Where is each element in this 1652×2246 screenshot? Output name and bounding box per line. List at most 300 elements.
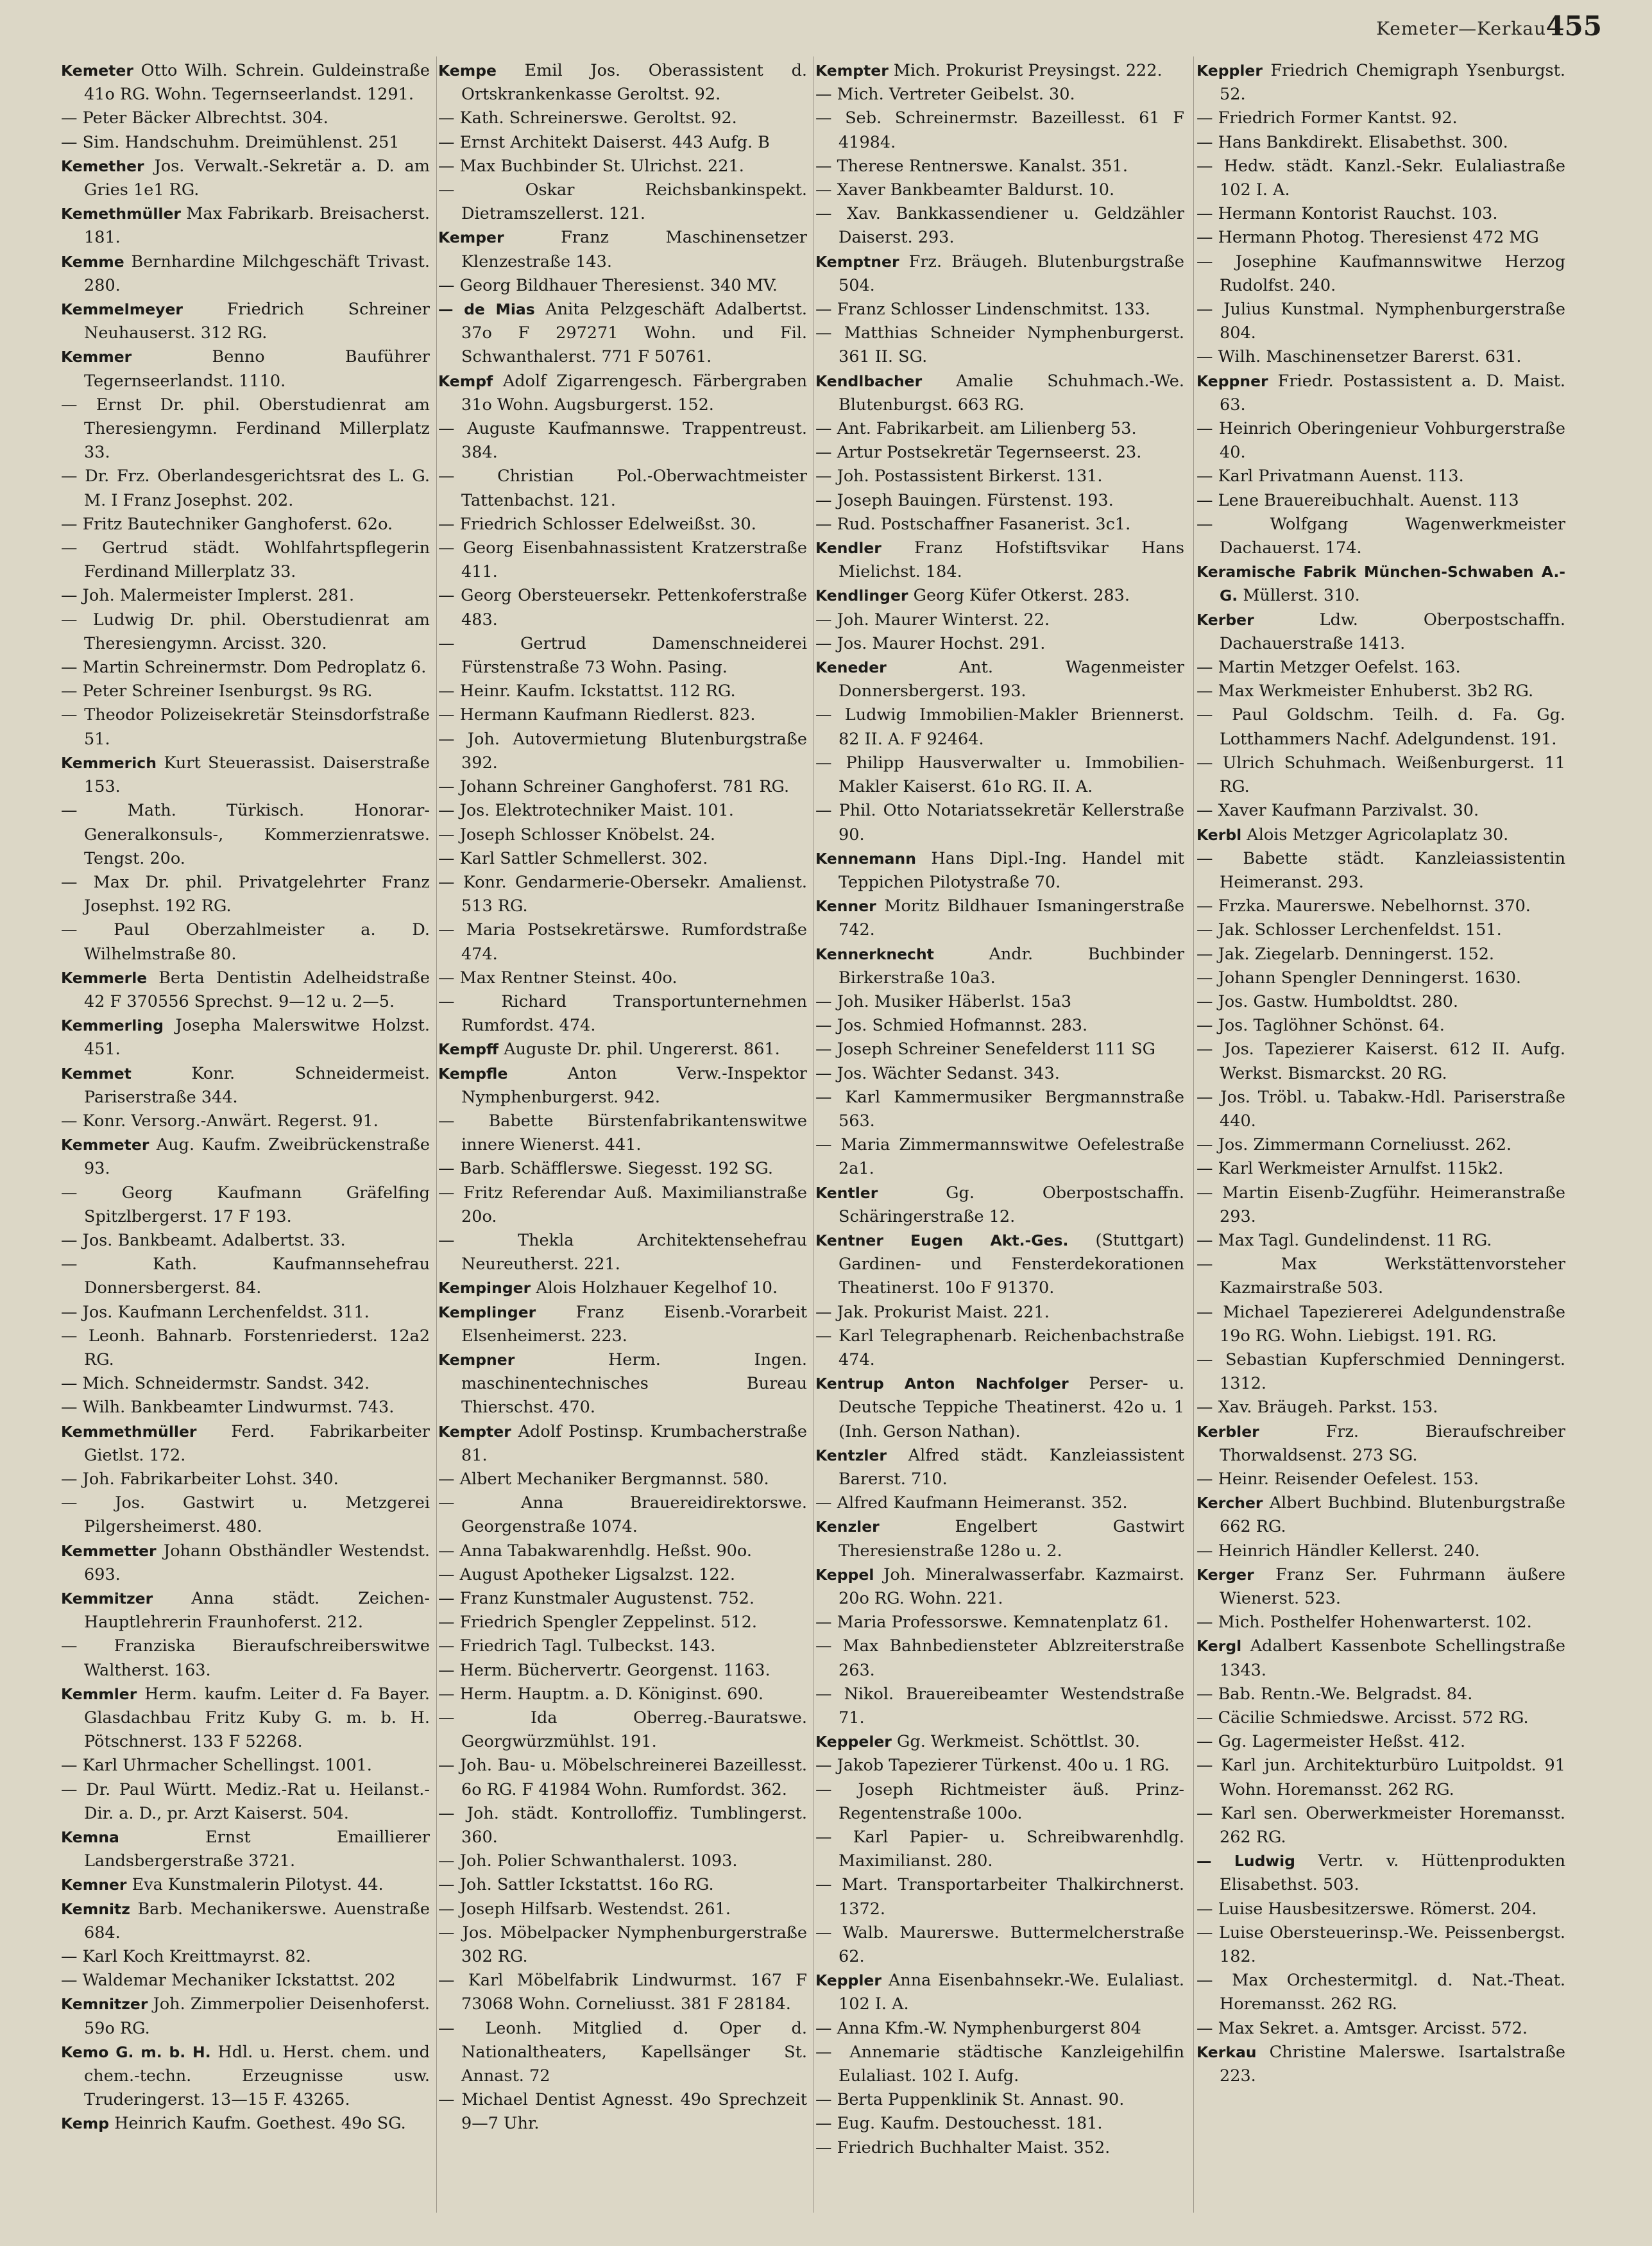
directory-entry	[61, 703, 430, 751]
entry-text: Vertr. v. Hüttenprodukten Elisabethst. 503.	[1220, 1851, 1565, 1895]
entry-text: — Jos. Wächter Sedanst. 343.	[815, 1063, 1060, 1083]
directory-entry	[1196, 1969, 1565, 2016]
entry-text: — Mich. Posthelfer Hohenwarterst. 102.	[1196, 1613, 1532, 1633]
entry-surname: Kemmerling	[61, 1016, 164, 1035]
entry-surname: Kempinger	[438, 1279, 531, 1298]
entry-text: — Heinrich Oberingenieur Vohburgerstraße 40.	[1196, 419, 1565, 463]
entry-text: — Thekla Architektensehefrau Neureutherst. 221.	[438, 1230, 807, 1274]
entry-text: Ferd. Fabrikarbeiter Gietlst. 172.	[84, 1421, 430, 1465]
entry-text: — Dr. Frz. Oberlandesgerichtsrat des L. G. M. I Franz Josephst. 202.	[61, 467, 430, 510]
entry-text: — Philipp Hausverwalter u. Immobilien-Makler Kaiserst. 61o RG. II. A.	[815, 753, 1184, 797]
entry-text: — Max Bahnbediensteter Ablzreiterstraße 263.	[815, 1636, 1184, 1680]
entry-text: Anna städt. Zeichen-Hauptlehrerin Fraunhoferst. 212.	[84, 1589, 430, 1633]
entry-text: — Ernst Dr. phil. Oberstudienrat am Theresiengymn. Ferdinand Millerplatz 33.	[61, 395, 430, 463]
entry-surname: Kemmethmüller	[61, 1422, 197, 1441]
entry-text: Joh. Mineralwasserfabr. Kazmairst. 20o RG. Wohn. 221.	[839, 1564, 1184, 1608]
entry-text: — Maria Zimmermannswitwe Oefelestraße 2a1.	[815, 1135, 1184, 1179]
entry-text: — Xaver Bankbeamter Baldurst. 10.	[815, 180, 1115, 200]
entry-text: Georg Küfer Otkerst. 283.	[908, 586, 1130, 606]
entry-text: — Jos. Tapezierer Kaiserst. 612 II. Aufg. Werkst. Bismarckst. 20 RG.	[1196, 1040, 1565, 1083]
directory-entry	[438, 1157, 807, 1181]
entry-text: — Julius Kunstmal. Nymphenburgerstraße 804.	[1196, 300, 1565, 343]
directory-entry	[438, 847, 807, 871]
directory-entry	[438, 1611, 807, 1634]
entry-text: Alois Metzger Agricolaplatz 30.	[1241, 825, 1509, 844]
entry-text: — Jos. Elektrotechniker Maist. 101.	[438, 801, 734, 821]
entry-surname: Kemo G. m. b. H.	[61, 2043, 211, 2061]
directory-entry	[438, 1110, 807, 1157]
directory-entry	[438, 1969, 807, 2016]
entry-text: — Joh. Sattler Ickstattst. 16o RG.	[438, 1875, 714, 1895]
directory-entry	[815, 1133, 1184, 1181]
entry-text: — Ludwig Immobilien-Makler Briennerst. 82 II. A. F 92464.	[815, 705, 1184, 749]
entry-text: — Friedrich Tagl. Tulbeckst. 143.	[438, 1636, 716, 1656]
entry-text: — Martin Metzger Oefelst. 163.	[1196, 658, 1461, 678]
directory-entry	[61, 393, 430, 465]
directory-entry	[61, 1014, 430, 1061]
directory-entry	[1196, 1730, 1565, 1754]
entry-surname: Kenner	[815, 897, 876, 916]
directory-entry	[61, 871, 430, 918]
directory-entry	[438, 107, 807, 130]
directory-entry	[438, 465, 807, 512]
entry-text: Franz Ser. Fuhrmann äußere Wienerst. 523.	[1220, 1564, 1565, 1608]
entry-text: — Barb. Schäfflerswe. Siegesst. 192 SG.	[438, 1159, 773, 1179]
directory-entry	[1196, 799, 1565, 823]
directory-entry	[61, 1062, 430, 1110]
directory-entry	[61, 1420, 430, 1468]
directory-entry	[438, 513, 807, 536]
entry-text: Konr. Schneidermeist. Pariserstraße 344.	[84, 1063, 430, 1107]
directory-entry	[1196, 1468, 1565, 1491]
entry-text: Joh. Zimmerpolier Deisenhoferst. 59o RG.	[84, 1994, 430, 2038]
directory-entry	[815, 250, 1184, 298]
entry-text: — Babette Bürstenfabrikantenswitwe innere Wienerst. 441.	[438, 1111, 807, 1155]
entry-surname: Kemmerich	[61, 753, 157, 772]
entry-text: Otto Wilh. Schrein. Guldeinstraße 41o RG. Wohn. Tegernseerlandst. 1291.	[84, 61, 430, 105]
entry-text: — Jos. Möbelpacker Nymphenburgerstraße 302 RG.	[438, 1923, 807, 1967]
entry-text: — Auguste Kaufmannswe. Trappentreust. 384.	[438, 419, 807, 463]
entry-text: — Jos. Kaufmann Lerchenfeldst. 311.	[61, 1302, 370, 1322]
directory-entry	[438, 298, 807, 370]
column-3	[815, 59, 1184, 2215]
entry-text: — Walb. Maurerswe. Buttermelcherstraße 62.	[815, 1923, 1184, 1967]
entry-surname: Kemme	[61, 252, 124, 271]
entry-text: Herm. kaufm. Leiter d. Fa Bayer. Glasdachbau Fritz Kuby G. m. b. H. Pötschnerst. 133 F 52268.	[84, 1684, 430, 1752]
directory-entry	[815, 2112, 1184, 2136]
entry-text: (Stuttgart) Gardinen- und Fensterdekorationen Theatinerst. 10o F 91370.	[839, 1230, 1184, 1298]
entry-text: — Max Dr. phil. Privatgelehrter Franz Josephst. 192 RG.	[61, 872, 430, 916]
entry-text: — Ernst Architekt Daiserst. 443 Aufg. B	[438, 132, 770, 152]
entry-surname: Kercher	[1196, 1494, 1263, 1513]
directory-entry	[438, 274, 807, 298]
directory-entry	[438, 1802, 807, 1849]
entry-text: — Jak. Schlosser Lerchenfeldst. 151.	[1196, 920, 1502, 940]
entry-text: Bernhardine Milchgeschäft Trivast. 280.	[84, 252, 430, 295]
entry-text: Alois Holzhauer Kegelhof 10.	[531, 1278, 778, 1298]
entry-text: — Albert Mechaniker Bergmannst. 580.	[438, 1469, 769, 1489]
directory-entry	[1196, 1898, 1565, 1921]
directory-entry	[61, 1229, 430, 1253]
entry-surname: Kentrup Anton Nachfolger	[815, 1375, 1069, 1393]
entry-text: Adolf Zigarrengesch. Färbergraben 31o Wohn. Augsburgerst. 152.	[461, 371, 807, 415]
directory-entry	[438, 728, 807, 775]
entry-surname: Kerbler	[1196, 1422, 1259, 1441]
entry-text: — Luise Obersteuerinsp.-We. Peissenbergst. 182.	[1196, 1923, 1565, 1967]
directory-entry	[815, 83, 1184, 107]
entry-text: Amalie Schuhmach.-We. Blutenburgst. 663 RG.	[839, 371, 1184, 415]
entry-surname: Kerger	[1196, 1565, 1254, 1584]
entry-text: — Sebastian Kupferschmied Denningerst. 1312.	[1196, 1350, 1565, 1394]
entry-text: Johann Obsthändler Westendst. 693.	[84, 1541, 430, 1584]
directory-entry	[1196, 1420, 1565, 1468]
directory-entry	[1196, 59, 1565, 107]
directory-entry	[1196, 1849, 1565, 1897]
directory-entry	[815, 1229, 1184, 1301]
entry-text: — Karl Papier- u. Schreibwarenhdlg. Maximilianst. 280.	[815, 1828, 1184, 1871]
directory-entry	[61, 1945, 430, 1969]
directory-entry	[815, 751, 1184, 799]
entry-text: Gg. Oberpostschaffn. Schäringerstraße 12.	[839, 1183, 1184, 1226]
page-header	[0, 8, 1652, 46]
entry-surname: Kempner	[438, 1350, 515, 1369]
entry-surname: — Ludwig	[1196, 1852, 1295, 1871]
entry-text: Frz. Bräugeh. Blutenburgstraße 504.	[839, 252, 1184, 295]
directory-entry	[61, 1634, 430, 1682]
directory-entry	[1196, 1634, 1565, 1682]
directory-entry	[1196, 1706, 1565, 1730]
entry-text: Adolf Postinsp. Krumbacherstraße 81.	[461, 1421, 807, 1465]
entry-text: — Maria Postsekretärswe. Rumfordstraße 474.	[438, 920, 807, 964]
entry-text: Ldw. Oberpostschaffn. Dachauerstraße 1413.	[1220, 610, 1565, 653]
entry-text: — Anna Kfm.-W. Nymphenburgerst 804	[815, 2018, 1141, 2038]
entry-text: — Hermann Kontorist Rauchst. 103.	[1196, 204, 1498, 224]
entry-text: — Wilh. Bankbeamter Lindwurmst. 743.	[61, 1398, 395, 1418]
directory-entry	[438, 1301, 807, 1348]
entry-text: — Leonh. Bahnarb. Forstenriederst. 12a2 RG.	[61, 1326, 430, 1369]
directory-entry	[1196, 226, 1565, 250]
directory-entry	[1196, 1491, 1565, 1539]
entry-surname: Keppler	[815, 1971, 881, 1990]
directory-entry	[438, 1062, 807, 1110]
directory-entry	[61, 608, 430, 656]
directory-entry	[438, 1634, 807, 1658]
entry-text: — Jos. Gastwirt u. Metzgerei Pilgersheimerst. 480.	[61, 1493, 430, 1537]
entry-text: — Jos. Gastw. Humboldtst. 280.	[1196, 991, 1458, 1011]
directory-entry	[1196, 943, 1565, 966]
directory-entry	[61, 250, 430, 298]
entry-text: Emil Jos. Oberassistent d. Ortskrankenkasse Geroltst. 92.	[461, 61, 807, 105]
directory-entry	[61, 1181, 430, 1229]
entry-text: — Mart. Transportarbeiter Thalkirchnerst. 1372.	[815, 1875, 1184, 1919]
directory-entry	[438, 155, 807, 178]
entry-text: — Jos. Zimmermann Corneliusst. 262.	[1196, 1135, 1512, 1155]
directory-entry	[1196, 298, 1565, 345]
entry-text: — Johann Schreiner Ganghoferst. 781 RG.	[438, 777, 790, 797]
entry-text: — Heinr. Kaufm. Ickstattst. 112 RG.	[438, 682, 736, 701]
entry-text: — Sim. Handschuhm. Dreimühlenst. 251	[61, 132, 400, 152]
directory-entry	[815, 895, 1184, 942]
directory-entry	[815, 943, 1184, 990]
entry-text: Herm. Ingen. maschinentechnisches Bureau Thierschst. 470.	[461, 1350, 807, 1418]
entry-text: Ant. Wagenmeister Donnersbergerst. 193.	[839, 658, 1184, 701]
entry-text: — Ludwig Dr. phil. Oberstudienrat am Theresiengymn. Arcisst. 320.	[61, 610, 430, 653]
directory-entry	[815, 1038, 1184, 1061]
directory-entry	[815, 1754, 1184, 1778]
directory-entry	[61, 799, 430, 871]
entry-text: Franz Eisenb.-Vorarbeit Elsenheimerst. 223.	[461, 1302, 807, 1346]
directory-entry	[1196, 131, 1565, 155]
entry-surname: Kentner Eugen Akt.-Ges.	[815, 1231, 1069, 1249]
directory-entry	[1196, 823, 1565, 847]
entry-surname: Kendlinger	[815, 587, 908, 605]
directory-entry	[815, 2136, 1184, 2160]
directory-entry	[438, 417, 807, 465]
entry-text: Barb. Mechanikerswe. Auenstraße 684.	[84, 1899, 430, 1942]
directory-entry	[438, 1276, 807, 1300]
entry-text: — Franz Schlosser Lindenschmitst. 133.	[815, 300, 1150, 320]
entry-surname: Kemptner	[815, 252, 899, 271]
directory-entry	[815, 1634, 1184, 1682]
directory-entry	[1196, 1301, 1565, 1348]
directory-entry	[815, 990, 1184, 1014]
entry-text: — Georg Eisenbahnassistent Kratzerstraße 411.	[438, 538, 807, 582]
directory-entry	[61, 2041, 430, 2113]
entry-text: Christine Malerswe. Isartalstraße 223.	[1220, 2042, 1565, 2086]
directory-entry	[438, 703, 807, 727]
entry-text: — Heinrich Händler Kellerst. 240.	[1196, 1541, 1480, 1561]
directory-entry	[438, 966, 807, 990]
entry-text: — Jak. Prokurist Maist. 221.	[815, 1302, 1050, 1322]
directory-entry	[1196, 847, 1565, 895]
entry-text: — Franziska Bieraufschreiberswitwe Waltherst. 163.	[61, 1636, 430, 1680]
directory-entry	[61, 1491, 430, 1539]
entry-text: — Georg Obersteuersekr. Pettenkoferstraße 483.	[438, 586, 807, 630]
entry-text: Alfred städt. Kanzleiassistent Barerst. 710.	[839, 1445, 1184, 1489]
entry-text: — Jos. Maurer Hochst. 291.	[815, 633, 1046, 653]
entry-text: — Hermann Photog. Theresienst 472 MG	[1196, 228, 1539, 248]
entry-text: Franz Maschinensetzer Klenzestraße 143.	[461, 228, 807, 271]
entry-text: Franz Hofstiftsvikar Hans Mielichst. 184.	[839, 538, 1184, 582]
directory-entry	[815, 441, 1184, 465]
entry-text: — Johann Spengler Denningerst. 1630.	[1196, 968, 1522, 988]
directory-entry	[438, 1706, 807, 1754]
directory-entry	[61, 155, 430, 202]
directory-entry	[438, 1683, 807, 1706]
entry-text: — Babette städt. Kanzleiassistentin Heimeranst. 293.	[1196, 848, 1565, 892]
entry-text: Anton Verw.-Inspektor Nymphenburgerst. 942.	[461, 1063, 807, 1107]
directory-entry	[815, 536, 1184, 584]
directory-entry	[61, 2112, 430, 2136]
entry-surname: Kennerknecht	[815, 945, 934, 963]
directory-entry	[438, 632, 807, 680]
entry-surname: Kempf	[438, 372, 493, 390]
directory-entry	[1196, 1921, 1565, 1969]
entry-text: — Franz Kunstmaler Augustenst. 752.	[438, 1589, 755, 1608]
entry-text: — Frzka. Maurerswe. Nebelhornst. 370.	[1196, 896, 1531, 916]
directory-entry	[438, 680, 807, 703]
entry-text: Heinrich Kaufm. Goethest. 49o SG.	[109, 2114, 406, 2134]
entry-text: — Karl Kammermusiker Bergmannstraße 563.	[815, 1087, 1184, 1131]
entry-surname: Kerber	[1196, 610, 1254, 629]
directory-entry	[815, 1444, 1184, 1491]
entry-text: — Joh. Autovermietung Blutenburgstraße 392.	[438, 729, 807, 773]
directory-entry	[815, 1014, 1184, 1038]
entry-text: — Jos. Taglöhner Schönst. 64.	[1196, 1016, 1445, 1036]
entry-text: — Joh. Fabrikarbeiter Lohst. 340.	[61, 1469, 339, 1489]
directory-entry	[1196, 1802, 1565, 1849]
directory-entry	[61, 131, 430, 155]
entry-text: — Oskar Reichsbankinspekt. Dietramszellerst. 121.	[438, 180, 807, 224]
entry-text: Hans Dipl.-Ing. Handel mit Teppichen Pilotystraße 70.	[839, 848, 1184, 892]
entry-text: — Heinr. Reisender Oefelest. 153.	[1196, 1469, 1479, 1489]
entry-text: — Xaver Kaufmann Parzivalst. 30.	[1196, 801, 1479, 821]
entry-text: Adalbert Kassenbote Schellingstraße 1343.	[1220, 1636, 1565, 1680]
entry-text: — Jos. Tröbl. u. Tabakw.-Hdl. Pariserstraße 440.	[1196, 1087, 1565, 1131]
entry-surname: Keppel	[815, 1565, 874, 1584]
directory-entry	[61, 107, 430, 130]
entry-text: Aug. Kaufm. Zweibrückenstraße 93.	[84, 1135, 430, 1179]
entry-text: — Waldemar Mechaniker Ickstattst. 202	[61, 1971, 396, 1991]
entry-surname: Kemnitz	[61, 1899, 130, 1918]
entry-text: — Friedrich Buchhalter Maist. 352.	[815, 2138, 1111, 2157]
directory-entry	[815, 1491, 1184, 1515]
directory-entry	[815, 1873, 1184, 1921]
page-number: 455	[1546, 10, 1602, 42]
directory-entry	[1196, 417, 1565, 465]
entry-text: Albert Buchbind. Blutenburgstraße 662 RG.	[1220, 1493, 1565, 1537]
entry-surname: — de Mias	[438, 300, 535, 319]
directory-entry	[438, 2017, 807, 2089]
directory-entry	[1196, 656, 1565, 680]
directory-entry	[61, 1324, 430, 1372]
entry-text: — Friedrich Spengler Zeppelinst. 512.	[438, 1613, 757, 1633]
directory-entry	[815, 59, 1184, 83]
directory-entry	[815, 584, 1184, 608]
directory-entry	[61, 1110, 430, 1133]
directory-entry	[1196, 703, 1565, 751]
directory-entry	[438, 1754, 807, 1801]
entry-text: — Georg Kaufmann Gräfelfing Spitzlbergerst. 17 F 193.	[61, 1183, 430, 1226]
entry-surname: Keneder	[815, 658, 887, 677]
entry-text: Ernst Emaillierer Landsbergerstraße 3721.	[84, 1828, 430, 1871]
entry-text: — Hermann Kaufmann Riedlerst. 823.	[438, 705, 756, 725]
directory-entry	[1196, 1157, 1565, 1181]
entry-text: — Max Werkstättenvorsteher Kazmairstraße 503.	[1196, 1255, 1565, 1298]
entry-surname: Kergl	[1196, 1637, 1242, 1656]
entry-text: — Joseph Bauingen. Fürstenst. 193.	[815, 490, 1114, 510]
directory-entry	[815, 703, 1184, 751]
entry-text: — Paul Oberzahlmeister a. D. Wilhelmstraße 80.	[61, 920, 430, 964]
directory-entry	[1196, 608, 1565, 656]
entry-text: Friedrich Schreiner Neuhauserst. 312 RG.	[84, 300, 430, 343]
entry-text: — Karl Koch Kreittmayrst. 82.	[61, 1947, 311, 1967]
entry-surname: Kemmer	[61, 348, 132, 366]
directory-entry	[1196, 250, 1565, 298]
directory-entry	[438, 1420, 807, 1468]
directory-entry	[1196, 155, 1565, 202]
directory-entry	[61, 1587, 430, 1634]
directory-entry	[815, 489, 1184, 513]
directory-entry	[815, 1826, 1184, 1873]
entry-text: — Jos. Bankbeamt. Adalbertst. 33.	[61, 1230, 346, 1250]
directory-entry	[1196, 1229, 1565, 1253]
entry-text: — Michael Tapeziererei Adelgundenstraße 19o RG. Wohn. Liebigst. 191. RG.	[1196, 1302, 1565, 1346]
entry-text: — August Apotheker Ligsalzst. 122.	[438, 1564, 735, 1584]
entry-surname: Kemmerle	[61, 968, 148, 987]
directory-entry	[61, 1826, 430, 1873]
directory-entry	[61, 536, 430, 584]
directory-entry	[61, 1133, 430, 1181]
entry-text: — Joseph Schreiner Senefelderst 111 SG	[815, 1040, 1156, 1059]
directory-entry	[1196, 895, 1565, 918]
directory-entry	[1196, 1539, 1565, 1563]
entry-text: — Maria Professorswe. Kemnatenplatz 61.	[815, 1613, 1169, 1633]
directory-entry	[815, 107, 1184, 154]
directory-entry	[61, 1253, 430, 1300]
directory-entry	[1196, 202, 1565, 226]
entry-text: — Ulrich Schuhmach. Weißenburgerst. 11 RG.	[1196, 753, 1565, 797]
entry-surname: Kemner	[61, 1876, 127, 1894]
entry-surname: Kempff	[438, 1040, 499, 1059]
directory-entry	[61, 1396, 430, 1419]
directory-entry	[1196, 1181, 1565, 1229]
entry-text: — Friedrich Schlosser Edelweißst. 30.	[438, 514, 756, 534]
entry-text: Hdl. u. Herst. chem. und chem.-techn. Erzeugnisse usw. Truderingerst. 13—15 F. 43265.	[84, 2042, 430, 2110]
directory-entry	[815, 417, 1184, 441]
directory-entry	[1196, 513, 1565, 560]
entry-text: — Theodor Polizeisekretär Steinsdorfstraße 51.	[61, 705, 430, 749]
entry-surname: Kempter	[815, 62, 889, 80]
directory-entry	[815, 1730, 1184, 1754]
entry-text: — Herm. Büchervertr. Georgenst. 1163.	[438, 1660, 771, 1680]
entry-text: — Jak. Ziegelarb. Denningerst. 152.	[1196, 944, 1495, 964]
directory-entry	[438, 1898, 807, 1921]
entry-text: Perser- u. Deutsche Teppiche Theatinerst. 42o u. 1 (Inh. Gerson Nathan).	[839, 1374, 1184, 1441]
entry-text: Auguste Dr. phil. Ungererst. 861.	[498, 1040, 780, 1059]
entry-text: Anita Pelzgeschäft Adalbertst. 37o F 297271 Wohn. und Fil. Schwanthalerst. 771 F 50761.	[461, 300, 807, 367]
entry-text: — Karl jun. Architekturbüro Luitpoldst. 91 Wohn. Horemansst. 262 RG.	[1196, 1756, 1565, 1799]
directory-entry	[61, 918, 430, 966]
entry-text: Berta Dentistin Adelheidstraße 42 F 370556 Sprechst. 9—12 u. 2—5.	[84, 968, 430, 1011]
entry-surname: Kemp	[61, 2114, 110, 2133]
directory-entry	[438, 799, 807, 823]
entry-text: — Wolfgang Wagenwerkmeister Dachauerst. 174.	[1196, 514, 1565, 558]
directory-entry	[1196, 680, 1565, 703]
entry-text: — Joh. Bau- u. Möbelschreinerei Bazeillesst. 6o RG. F 41984 Wohn. Rumfordst. 362.	[438, 1756, 807, 1799]
directory-entry	[1196, 751, 1565, 799]
directory-entry	[438, 226, 807, 273]
entry-text: — Paul Goldschm. Teilh. d. Fa. Gg. Lotthammers Nachf. Adelgundenst. 191.	[1196, 705, 1565, 749]
entry-surname: Kemna	[61, 1828, 119, 1847]
entry-text: — Joseph Hilfsarb. Westendst. 261.	[438, 1899, 731, 1919]
entry-text: — Ida Oberreg.-Bauratswe. Georgwürzmühlst. 191.	[438, 1708, 807, 1752]
directory-entry	[815, 155, 1184, 178]
directory-entry	[815, 632, 1184, 656]
entry-surname: Kemethmüller	[61, 205, 181, 223]
entry-surname: Kempfle	[438, 1064, 508, 1083]
directory-entry	[61, 513, 430, 536]
directory-entry	[815, 1563, 1184, 1611]
entry-text: — Karl Uhrmacher Schellingst. 1001.	[61, 1756, 372, 1776]
entry-text: Friedrich Chemigraph Ysenburgst. 52.	[1220, 61, 1565, 105]
entry-surname: Kemmitzer	[61, 1590, 153, 1607]
directory-entry	[815, 2088, 1184, 2112]
entry-text: — Peter Schreiner Isenburgst. 9s RG.	[61, 682, 373, 701]
entry-text: — Martin Eisenb-Zugführ. Heimeranstraße 293.	[1196, 1183, 1565, 1226]
directory-entry	[1196, 918, 1565, 942]
directory-entry	[815, 321, 1184, 369]
